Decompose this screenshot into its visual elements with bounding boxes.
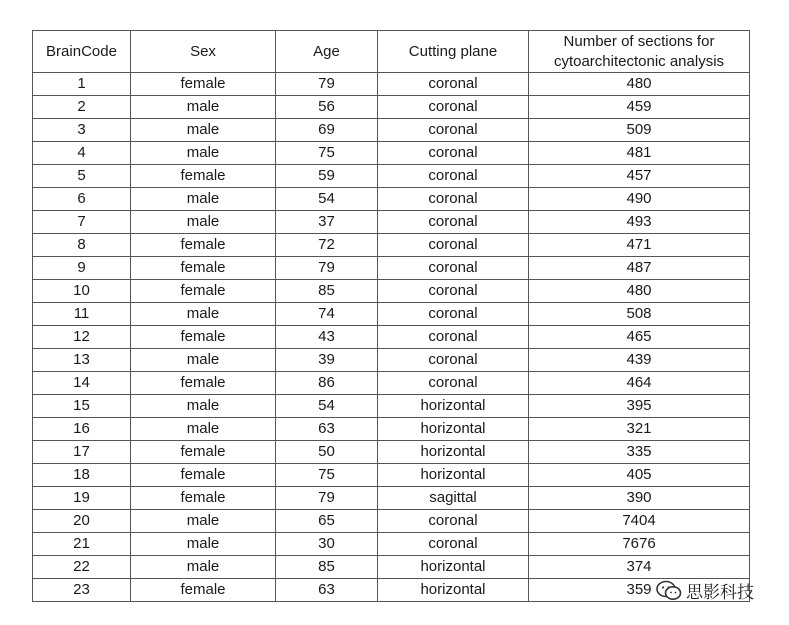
- cell-sex: male: [131, 119, 276, 142]
- table-row: [33, 142, 750, 165]
- table-row: [33, 418, 750, 441]
- cell-age: 65: [276, 510, 378, 533]
- table-row: [33, 303, 750, 326]
- cell-sex: female: [131, 257, 276, 280]
- cell-braincode: 7: [33, 211, 131, 234]
- cell-braincode: 21: [33, 533, 131, 556]
- cell-cutting-plane: coronal: [378, 211, 529, 234]
- table-row: [33, 372, 750, 395]
- header-braincode: BrainCode: [33, 31, 131, 73]
- cell-age: 86: [276, 372, 378, 395]
- cell-age: 79: [276, 73, 378, 96]
- cell-age: 85: [276, 280, 378, 303]
- cell-sections: 481: [529, 142, 750, 165]
- cell-sections: 471: [529, 234, 750, 257]
- table-row: [33, 211, 750, 234]
- brain-sections-table: [32, 30, 750, 602]
- cell-cutting-plane: coronal: [378, 372, 529, 395]
- table-header-row: [33, 31, 750, 73]
- cell-braincode: 10: [33, 280, 131, 303]
- cell-sex: female: [131, 234, 276, 257]
- cell-cutting-plane: coronal: [378, 326, 529, 349]
- cell-sections: 487: [529, 257, 750, 280]
- cell-age: 37: [276, 211, 378, 234]
- table-row: [33, 510, 750, 533]
- table-row: [33, 234, 750, 257]
- cell-cutting-plane: coronal: [378, 96, 529, 119]
- cell-sex: female: [131, 464, 276, 487]
- cell-sex: male: [131, 349, 276, 372]
- cell-cutting-plane: horizontal: [378, 464, 529, 487]
- cell-braincode: 12: [33, 326, 131, 349]
- cell-sex: male: [131, 303, 276, 326]
- cell-age: 85: [276, 556, 378, 579]
- table-row: [33, 579, 750, 602]
- cell-age: 39: [276, 349, 378, 372]
- cell-braincode: 23: [33, 579, 131, 602]
- cell-sections: 457: [529, 165, 750, 188]
- table-row: [33, 257, 750, 280]
- cell-cutting-plane: coronal: [378, 349, 529, 372]
- table-row: [33, 464, 750, 487]
- cell-cutting-plane: horizontal: [378, 556, 529, 579]
- table-row: [33, 487, 750, 510]
- header-age: Age: [276, 31, 378, 73]
- cell-braincode: 13: [33, 349, 131, 372]
- cell-sex: female: [131, 487, 276, 510]
- table-row: [33, 119, 750, 142]
- watermark: [656, 578, 754, 603]
- cell-sections: 395: [529, 395, 750, 418]
- table-row: [33, 188, 750, 211]
- cell-sex: female: [131, 73, 276, 96]
- cell-braincode: 15: [33, 395, 131, 418]
- cell-sex: male: [131, 418, 276, 441]
- cell-sex: male: [131, 395, 276, 418]
- cell-braincode: 1: [33, 73, 131, 96]
- cell-cutting-plane: coronal: [378, 119, 529, 142]
- cell-braincode: 4: [33, 142, 131, 165]
- cell-sex: female: [131, 165, 276, 188]
- cell-sections: 7676: [529, 533, 750, 556]
- table-row: [33, 395, 750, 418]
- cell-braincode: 8: [33, 234, 131, 257]
- cell-age: 69: [276, 119, 378, 142]
- header-number-line-2: cytoarchitectonic analysis: [553, 52, 725, 70]
- cell-sections: 390: [529, 487, 750, 510]
- cell-braincode: 18: [33, 464, 131, 487]
- cell-sections: 439: [529, 349, 750, 372]
- cell-cutting-plane: coronal: [378, 165, 529, 188]
- cell-braincode: 17: [33, 441, 131, 464]
- cell-cutting-plane: coronal: [378, 533, 529, 556]
- cell-sections: 508: [529, 303, 750, 326]
- watermark-text: 思影科技: [686, 583, 754, 603]
- cell-age: 72: [276, 234, 378, 257]
- header-number-line-1: Number of sections for: [563, 32, 715, 50]
- cell-braincode: 14: [33, 372, 131, 395]
- header-number-of-sections: [529, 31, 750, 73]
- cell-age: 59: [276, 165, 378, 188]
- cell-braincode: 5: [33, 165, 131, 188]
- header-sex: Sex: [131, 31, 276, 73]
- cell-braincode: 16: [33, 418, 131, 441]
- cell-cutting-plane: coronal: [378, 257, 529, 280]
- cell-sections: 405: [529, 464, 750, 487]
- cell-braincode: 19: [33, 487, 131, 510]
- cell-cutting-plane: horizontal: [378, 395, 529, 418]
- cell-cutting-plane: sagittal: [378, 487, 529, 510]
- cell-sections: 7404: [529, 510, 750, 533]
- cell-braincode: 11: [33, 303, 131, 326]
- cell-sections: 459: [529, 96, 750, 119]
- cell-braincode: 3: [33, 119, 131, 142]
- cell-sex: female: [131, 372, 276, 395]
- table-row: [33, 556, 750, 579]
- cell-sections: 490: [529, 188, 750, 211]
- cell-age: 43: [276, 326, 378, 349]
- cell-sex: male: [131, 188, 276, 211]
- cell-braincode: 9: [33, 257, 131, 280]
- cell-sex: male: [131, 142, 276, 165]
- cell-age: 56: [276, 96, 378, 119]
- table-row: [33, 73, 750, 96]
- cell-sex: male: [131, 96, 276, 119]
- cell-age: 63: [276, 418, 378, 441]
- table-row: [33, 326, 750, 349]
- cell-cutting-plane: coronal: [378, 280, 529, 303]
- cell-sex: female: [131, 326, 276, 349]
- cell-age: 54: [276, 395, 378, 418]
- cell-sections: 480: [529, 73, 750, 96]
- table-row: [33, 441, 750, 464]
- cell-sex: female: [131, 280, 276, 303]
- table-row: [33, 533, 750, 556]
- cell-age: 74: [276, 303, 378, 326]
- cell-braincode: 20: [33, 510, 131, 533]
- table-row: [33, 349, 750, 372]
- cell-braincode: 22: [33, 556, 131, 579]
- cell-age: 75: [276, 142, 378, 165]
- cell-cutting-plane: coronal: [378, 73, 529, 96]
- cell-sex: female: [131, 441, 276, 464]
- cell-sections: 464: [529, 372, 750, 395]
- cell-sections: 509: [529, 119, 750, 142]
- cell-braincode: 2: [33, 96, 131, 119]
- cell-sex: male: [131, 211, 276, 234]
- cell-age: 79: [276, 487, 378, 510]
- cell-sections: 493: [529, 211, 750, 234]
- table-row: [33, 96, 750, 119]
- cell-sections: 321: [529, 418, 750, 441]
- cell-sections: 465: [529, 326, 750, 349]
- cell-cutting-plane: horizontal: [378, 441, 529, 464]
- cell-sections: 374: [529, 556, 750, 579]
- cell-sections: 359: [529, 579, 750, 602]
- cell-age: 54: [276, 188, 378, 211]
- cell-cutting-plane: coronal: [378, 234, 529, 257]
- cell-cutting-plane: horizontal: [378, 418, 529, 441]
- table-row: [33, 165, 750, 188]
- cell-age: 30: [276, 533, 378, 556]
- cell-age: 50: [276, 441, 378, 464]
- cell-cutting-plane: coronal: [378, 303, 529, 326]
- table-row: [33, 280, 750, 303]
- cell-age: 63: [276, 579, 378, 602]
- cell-sex: male: [131, 533, 276, 556]
- cell-braincode: 6: [33, 188, 131, 211]
- cell-age: 75: [276, 464, 378, 487]
- cell-cutting-plane: coronal: [378, 188, 529, 211]
- cell-sections: 480: [529, 280, 750, 303]
- cell-cutting-plane: coronal: [378, 510, 529, 533]
- cell-sex: female: [131, 579, 276, 602]
- cell-age: 79: [276, 257, 378, 280]
- cell-cutting-plane: horizontal: [378, 579, 529, 602]
- cell-sex: male: [131, 556, 276, 579]
- cell-sex: male: [131, 510, 276, 533]
- cell-sections: 335: [529, 441, 750, 464]
- cell-cutting-plane: coronal: [378, 142, 529, 165]
- header-cutting-plane: Cutting plane: [378, 31, 529, 73]
- wechat-icon: [656, 580, 682, 602]
